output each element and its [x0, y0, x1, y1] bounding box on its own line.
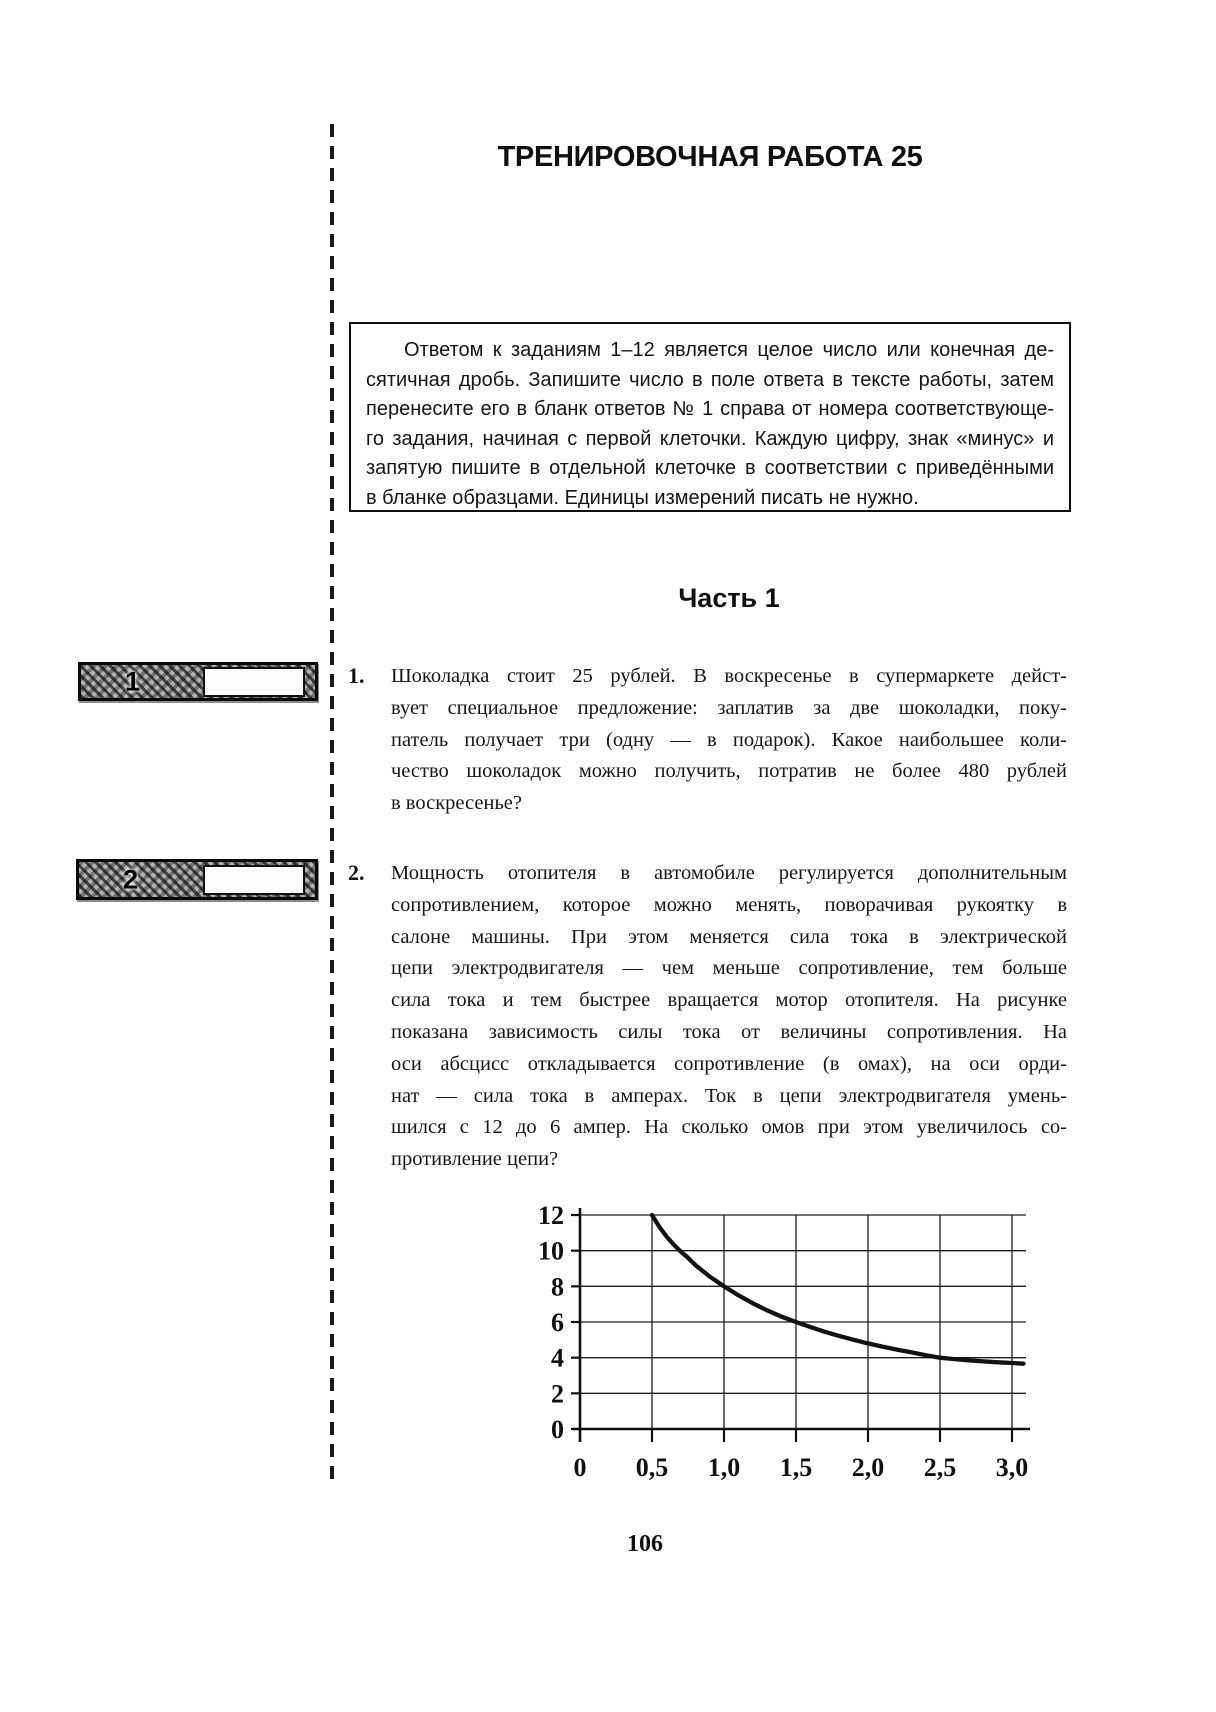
- x-tick-labels: [574, 1453, 1029, 1482]
- y-tick-labels: [538, 1201, 564, 1444]
- text-line: сила тока и тем быстрее вращается мотор отопителя. На рисунке: [391, 989, 1067, 1012]
- svg-text:10: 10: [538, 1236, 564, 1266]
- svg-text:12: 12: [538, 1201, 564, 1231]
- current-vs-resistance-curve: [652, 1215, 1024, 1364]
- dashed-margin-divider: [330, 124, 334, 1486]
- page-title: ТРЕНИРОВОЧНАЯ РАБОТА 25: [497, 141, 923, 173]
- problem-1-text: [391, 661, 1067, 820]
- text-line: нат — сила тока в амперах. Ток в цепи электродвигателя умень-: [391, 1084, 1067, 1107]
- svg-text:1,5: 1,5: [779, 1453, 813, 1482]
- section-heading: Часть 1: [678, 583, 780, 613]
- text-line: оси абсцисс откладывается сопротивление (в омах), на оси орди-: [391, 1052, 1067, 1075]
- text-line: Мощность отопителя в автомобиле регулируется дополнительным: [391, 862, 1067, 884]
- answer-field-2[interactable]: [203, 865, 305, 895]
- svg-text:6: 6: [551, 1308, 564, 1338]
- axis-ticks: [571, 1215, 1012, 1442]
- answer-box-2: [76, 859, 318, 900]
- text-line: перенесите его в бланк ответов № 1 справа от номера соответствующе-: [366, 398, 1054, 420]
- text-line: Ответом к заданиям 1–12 является целое число или конечная де-: [404, 339, 1054, 361]
- text-line: салоне машины. При этом меняется сила тока в электрической: [391, 925, 1067, 948]
- svg-text:0: 0: [551, 1415, 564, 1444]
- text-line: сятичная дробь. Запишите число в поле ответа в тексте работы, затем: [366, 368, 1054, 391]
- chart-grid: [580, 1215, 1026, 1429]
- problem-2-text: [391, 858, 1067, 1176]
- problem-1-number: 1.: [348, 663, 365, 688]
- text-line: Шоколадка стоит 25 рублей. В воскресенье в супермаркете дейст-: [391, 665, 1067, 687]
- text-line: показана зависимость силы тока от величины сопротивления. На: [391, 1020, 1067, 1043]
- text-line: го задания, начиная с первой клеточки. Каждую цифру, знак «минус» и: [366, 427, 1054, 450]
- text-line: патель получает три (одну — в подарок). Какое наибольшее коли-: [391, 728, 1067, 751]
- answer-box-1: [78, 662, 318, 701]
- text-line: сопротивлением, которое можно менять, поворачивая рукоятку в: [391, 893, 1067, 916]
- svg-text:3,0: 3,0: [995, 1453, 1029, 1482]
- svg-text:2,5: 2,5: [923, 1453, 957, 1482]
- text-line: противление цепи?: [391, 1148, 559, 1171]
- text-line: чество шоколадок можно получить, потратив не более 480 рублей: [391, 760, 1067, 783]
- text-line: шился с 12 до 6 ампер. На сколько омов при этом увеличилось со-: [391, 1116, 1067, 1139]
- answer-box-number: 2: [123, 864, 139, 894]
- svg-text:0,5: 0,5: [635, 1453, 669, 1482]
- text-line: запятую пишите в отдельной клеточке в соответствии с приведёнными: [366, 457, 1054, 479]
- page-number: 106: [627, 1531, 663, 1557]
- svg-text:4: 4: [551, 1343, 564, 1373]
- svg-text:1,0: 1,0: [707, 1453, 741, 1482]
- problem-2-number: 2.: [348, 860, 365, 885]
- svg-text:8: 8: [551, 1272, 564, 1302]
- text-line: вует специальное предложение: заплатив за две шоколадки, поку-: [391, 696, 1067, 719]
- text-line: цепи электродвигателя — чем меньше сопротивление, тем больше: [391, 957, 1067, 980]
- svg-text:2,0: 2,0: [851, 1453, 885, 1482]
- text-line: в бланке образцами. Единицы измерений писать не нужно.: [366, 486, 919, 509]
- text-line: в воскресенье?: [391, 792, 522, 815]
- answer-field-1[interactable]: [203, 667, 305, 697]
- instructions-text: [366, 336, 1054, 513]
- current-vs-resistance-chart: [430, 1180, 1110, 1510]
- answer-box-number: 1: [125, 666, 141, 696]
- svg-text:0: 0: [573, 1453, 587, 1482]
- instructions-box: [349, 322, 1071, 512]
- svg-text:2: 2: [551, 1379, 564, 1409]
